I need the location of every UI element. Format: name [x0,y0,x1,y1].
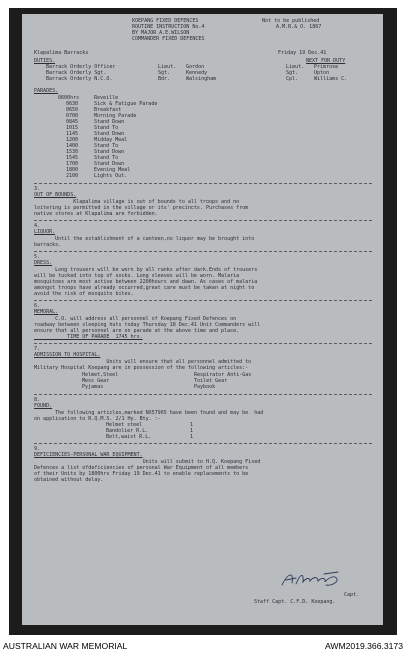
section-number: 9. [34,446,41,452]
parade-time: 1530 [66,149,79,155]
header-role: COMMANDER FIXED DEFENCES [132,36,205,42]
hospital-article: Toilet Gear [194,378,228,384]
found-article-qty: 1 [190,434,194,440]
duty-name: Gordon [186,64,205,70]
parade-item: Stand To [94,125,119,131]
typed-document [22,14,383,625]
found-text: on application to R.Q.M.S. 2/1 Hy. Bty. :- [34,416,161,422]
section-divider [34,300,372,301]
parade-time: 0845 [66,119,79,125]
found-article: Bandolier R.L. [106,428,149,434]
duty-role: Barrack Orderly Officer [46,64,116,70]
duty-role: Barrack Orderly Sgt. [46,70,107,76]
section-divider [34,394,372,395]
admission-text: Military Hospital Koepang are in possession of the following articles:- [34,365,249,371]
section-number: 3. [34,186,41,192]
section-number: 4. [34,223,41,229]
section-divider [34,343,372,344]
signature-rank: Capt. [344,592,360,598]
parade-time: 2100 [66,173,79,179]
dress-text: will be tucked into top of socks. Long sleeves will be worn. Malaria [34,273,240,279]
next-duty-name: Williams C. [314,76,348,82]
section-divider [34,220,372,221]
deficiencies-text: obtained without delay. [34,477,104,483]
parade-time: 0630 [66,101,79,107]
section-divider [34,443,372,444]
found-heading: FOUND. [34,403,53,409]
parade-item: Stand Down [94,131,125,137]
admission-text: Units will ensure that all personnel admitted to [34,359,252,365]
parade-time: 1545 [66,155,79,161]
dress-text: avoid the risk of mosquito bites. [34,291,134,297]
header-reference: A.M.R.& O. 1867 [276,24,322,30]
parade-item: Midday Meal [94,137,128,143]
duty-name: Walsingham [186,76,217,82]
parade-time: 1400 [66,143,79,149]
out-of-bounds-text: loitering is permitted in the village or its' precincts. Purchases from [34,205,249,211]
parade-time: 1015 [66,125,79,131]
next-for-duty-heading: NEXT FOR DUTY [306,58,346,64]
memoral-text: C.O. will address all personnel of Koepang Fixed Defences on [34,316,237,322]
parade-time: 1700 [66,161,79,167]
duty-rank: Lieut. [158,64,177,70]
parade-item: Stand To [94,143,119,149]
parades-heading: PARADES. [34,88,59,94]
hospital-article: Respirator Anti-Gas [194,372,252,378]
signature-block: Staff Capt. C.F.D. Koepang. [254,599,336,605]
section-number: 7. [34,346,41,352]
duty-rank: Bdr. [158,76,171,82]
dress-heading: DRESS. [34,260,53,266]
parade-item: Lights Out. [94,173,128,179]
found-article-qty: 1 [190,428,194,434]
parade-time: 1200 [66,137,79,143]
liquor-text: Until the establishment of a canteen,no liquor may be brought into [34,236,255,242]
next-duty-rank: Sgt. [286,70,299,76]
parade-time: 0700 [66,113,79,119]
next-duty-rank: Lieut. [286,64,305,70]
parade-time: 0650 [66,107,79,113]
hospital-article: Paybook [194,384,216,390]
parade-item: Breakfast [94,107,122,113]
location: Klapalima Barracks [34,50,89,56]
parade-item: Stand Down [94,119,125,125]
section-number: 6. [34,303,41,309]
duty-rank: Sgt. [158,70,171,76]
out-of-bounds-heading: OUT OF BOUNDS. [34,192,77,198]
parade-time: 0600hrs [58,95,80,101]
parade-time: 1145 [66,131,79,137]
deficiencies-text: of their Units by 1800hrs Friday 19 Dec.41 to enable replacements to be [34,471,249,477]
archive-name: AUSTRALIAN WAR MEMORIAL [3,641,128,651]
next-duty-name: Primrose [314,64,339,70]
document-date: Friday 19 Dec.41 [278,50,327,56]
memoral-text: ensure that all personnel are on parade at the above time and place. [34,328,240,334]
parade-item: Evening Meal [94,167,131,173]
found-article: Belt,waist R.L. [106,434,152,440]
parade-item: Stand Down [94,161,125,167]
found-text: The following articles,marked NX57965 have been found and may be had [34,410,264,416]
dress-text: amongst troops have already occurred,great care must be taken at night to [34,285,255,291]
section-number: 5. [34,254,41,260]
next-duty-name: Upton [314,70,330,76]
section-divider [34,183,372,184]
dress-text: mosquitoes are most active between 2200hours and dawn. As cases of malaria [34,279,258,285]
liquor-text: barracks. [34,242,62,248]
archive-reference: AWM2019.366.3173 [324,641,403,651]
header-not-published: Not to be published [262,18,320,24]
duties-heading: DUTIES. [34,58,56,64]
next-duty-rank: Cpl. [286,76,299,82]
memoral-text: roadway between sleeping huts today Thursday 18 Dec.41 Unit Commanders will [34,322,261,328]
section-divider [34,251,372,252]
parade-time-note: TIME OF PARADE 1745 hrs. [34,334,143,340]
memoral-heading: MEMORAL. [34,309,59,315]
duty-name: Kennedy [186,70,208,76]
parade-time: 1800 [66,167,79,173]
header-author: BY MAJOR A.E.WILSON [132,30,190,36]
parade-item: Stand To [94,155,119,161]
duty-role: Barrack Orderly N.C.O. [46,76,113,82]
header-unit: KOEPANG FIXED DEFENCES [132,18,199,24]
found-article: Helmet steel [106,422,143,428]
out-of-bounds-text: native stores at Klapalima are forbidden. [34,211,158,217]
header-instruction: ROUTINE INSTRUCTION No.4 [132,24,205,30]
hospital-article: Helmet,Steel [82,372,119,378]
handwritten-signature [280,569,348,591]
deficiencies-heading: DEFICIENCIES-PERSONAL WAR EQUIPMENT. [34,452,143,458]
out-of-bounds-text: Klapalima village is out of bounds to all troops and no [34,199,240,205]
parade-item: Stand Down [94,149,125,155]
found-article-qty: 1 [190,422,194,428]
archive-footer [0,640,406,653]
parade-item: Reveille [94,95,119,101]
dress-text: Long trousers will be worn by all ranks after dark.Ends of trousers [34,267,258,273]
deficiencies-text: Units will submit to H.Q. Koepang Fixed [34,459,261,465]
section-number: 8. [34,397,41,403]
hospital-article: Pyjamas [82,384,104,390]
parade-item: Sick & Fatigue Parade [94,101,158,107]
admission-heading: ADMISSION TO HOSPITAL. [34,352,101,358]
parade-item: Morning Parade [94,113,137,119]
deficiencies-text: Defences a list ofdeficiencies of personal War Equipment of all members [34,465,249,471]
liquor-heading: LIQUOR. [34,229,56,235]
hospital-article: Mess Gear [82,378,110,384]
